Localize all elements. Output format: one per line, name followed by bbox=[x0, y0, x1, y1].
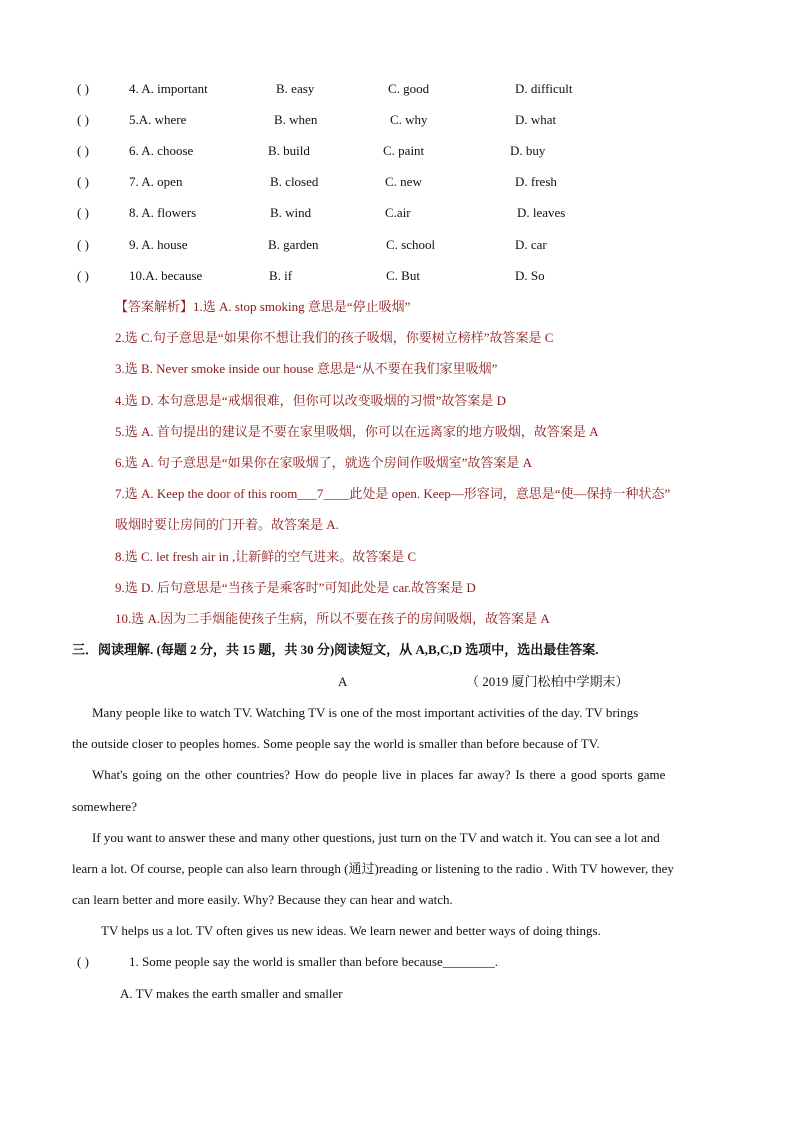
option-a: 5.A. where bbox=[129, 112, 187, 127]
answer-analysis-10: 10.选 A.因为二手烟能使孩子生病，所以不要在孩子的房间吸烟，故答案是 A bbox=[115, 611, 550, 626]
passage-label: A bbox=[338, 674, 348, 689]
option-b: B. when bbox=[274, 112, 318, 127]
option-b: B. build bbox=[268, 143, 310, 158]
question-row-8 bbox=[77, 204, 717, 222]
answer-blank: ( ) bbox=[77, 954, 89, 969]
question-row-10 bbox=[77, 267, 717, 285]
question-row-6 bbox=[77, 142, 717, 160]
passage-line: Many people like to watch TV. Watching TV is one of the most important activities of the day. TV brings bbox=[92, 705, 639, 720]
option-a: 10.A. because bbox=[129, 268, 203, 283]
reading-option-a: A. TV makes the earth smaller and smaller bbox=[120, 986, 343, 1001]
option-b: B. garden bbox=[268, 237, 319, 252]
option-c: C. why bbox=[390, 112, 428, 127]
option-d: D. car bbox=[515, 237, 547, 252]
option-d: D. So bbox=[515, 268, 545, 283]
option-d: D. buy bbox=[510, 143, 546, 158]
option-a: 7. A. open bbox=[129, 174, 183, 189]
passage-source: （ 2019 厦门松柏中学期末） bbox=[466, 674, 629, 689]
question-row-5 bbox=[77, 111, 717, 129]
answer-blank: ( ) bbox=[77, 174, 89, 189]
option-d: D. difficult bbox=[515, 81, 573, 96]
option-a: 4. A. important bbox=[129, 81, 208, 96]
answer-analysis-5: 5.选 A. 首句提出的建议是不要在家里吸烟，你可以在远离家的地方吸烟，故答案是 A bbox=[115, 424, 599, 439]
answer-analysis-8: 8.选 C. let fresh air in ,让新鲜的空气进来。故答案是 C bbox=[115, 549, 417, 564]
passage-line: somewhere? bbox=[72, 799, 137, 814]
option-d: D. leaves bbox=[517, 205, 566, 220]
question-text: 1. Some people say the world is smaller than before because________. bbox=[129, 954, 498, 969]
passage-line: What's going on the other countries? How do people live in places far away? Is there a good sports game bbox=[92, 767, 666, 782]
answer-analysis-6: 6.选 A. 句子意思是“如果你在家吸烟了，就选个房间作吸烟室”故答案是 A bbox=[115, 455, 533, 470]
question-row-7 bbox=[77, 173, 717, 191]
option-c: C. But bbox=[386, 268, 420, 283]
option-c: C.air bbox=[385, 205, 411, 220]
passage-line: TV helps us a lot. TV often gives us new ideas. We learn newer and better ways of doing things. bbox=[101, 923, 601, 938]
passage-line: can learn better and more easily. Why? Because they can hear and watch. bbox=[72, 892, 453, 907]
answer-analysis-1: 【答案解析】1.选 A. stop smoking 意思是“停止吸烟” bbox=[115, 299, 411, 314]
answer-analysis-4: 4.选 D. 本句意思是“戒烟很难，但你可以改变吸烟的习惯”故答案是 D bbox=[115, 393, 507, 408]
answer-blank: ( ) bbox=[77, 237, 89, 252]
passage-line: If you want to answer these and many other questions, just turn on the TV and watch it. You can see a lot and bbox=[92, 830, 660, 845]
answer-analysis-2: 2.选 C.句子意思是“如果你不想让我们的孩子吸烟，你要树立榜样”故答案是 C bbox=[115, 330, 554, 345]
option-c: C. school bbox=[386, 237, 436, 252]
option-b: B. wind bbox=[270, 205, 312, 220]
option-d: D. what bbox=[515, 112, 557, 127]
answer-blank: ( ) bbox=[77, 205, 89, 220]
answer-blank: ( ) bbox=[77, 112, 89, 127]
option-a: 6. A. choose bbox=[129, 143, 194, 158]
option-a: 9. A. house bbox=[129, 237, 188, 252]
answer-analysis-9: 9.选 D. 后句意思是“当孩子是乘客时”可知此处是 car.故答案是 D bbox=[115, 580, 476, 595]
option-c: C. new bbox=[385, 174, 422, 189]
option-b: B. closed bbox=[270, 174, 319, 189]
passage-line: learn a lot. Of course, people can also learn through (通过)reading or listening to the radio . With TV however, they bbox=[72, 861, 674, 876]
answer-analysis-7: 7.选 A. Keep the door of this room___7____此处是 open. Keep—形容词，意思是“使—保持一种状态” bbox=[115, 486, 671, 501]
answer-blank: ( ) bbox=[77, 143, 89, 158]
option-a: 8. A. flowers bbox=[129, 205, 197, 220]
option-c: C. paint bbox=[383, 143, 425, 158]
option-d: D. fresh bbox=[515, 174, 557, 189]
reading-question-row bbox=[77, 953, 717, 971]
answer-blank: ( ) bbox=[77, 81, 89, 96]
answer-analysis-7-cont: 吸烟时要让房间的门开着。故答案是 A. bbox=[115, 517, 339, 532]
option-b: B. easy bbox=[276, 81, 315, 96]
answer-analysis-3: 3.选 B. Never smoke inside our house 意思是“从不要在我们家里吸烟” bbox=[115, 361, 498, 376]
option-c: C. good bbox=[388, 81, 430, 96]
answer-blank: ( ) bbox=[77, 268, 89, 283]
option-b: B. if bbox=[269, 268, 293, 283]
passage-line: the outside closer to peoples homes. Some people say the world is smaller than before because of TV. bbox=[72, 736, 600, 751]
question-row-9 bbox=[77, 236, 717, 254]
question-row-4 bbox=[77, 80, 717, 98]
section-heading: 三．阅读理解. (每题 2 分，共 15 题，共 30 分)阅读短文，从 A,B,C,D 选项中，选出最佳答案. bbox=[72, 642, 599, 657]
